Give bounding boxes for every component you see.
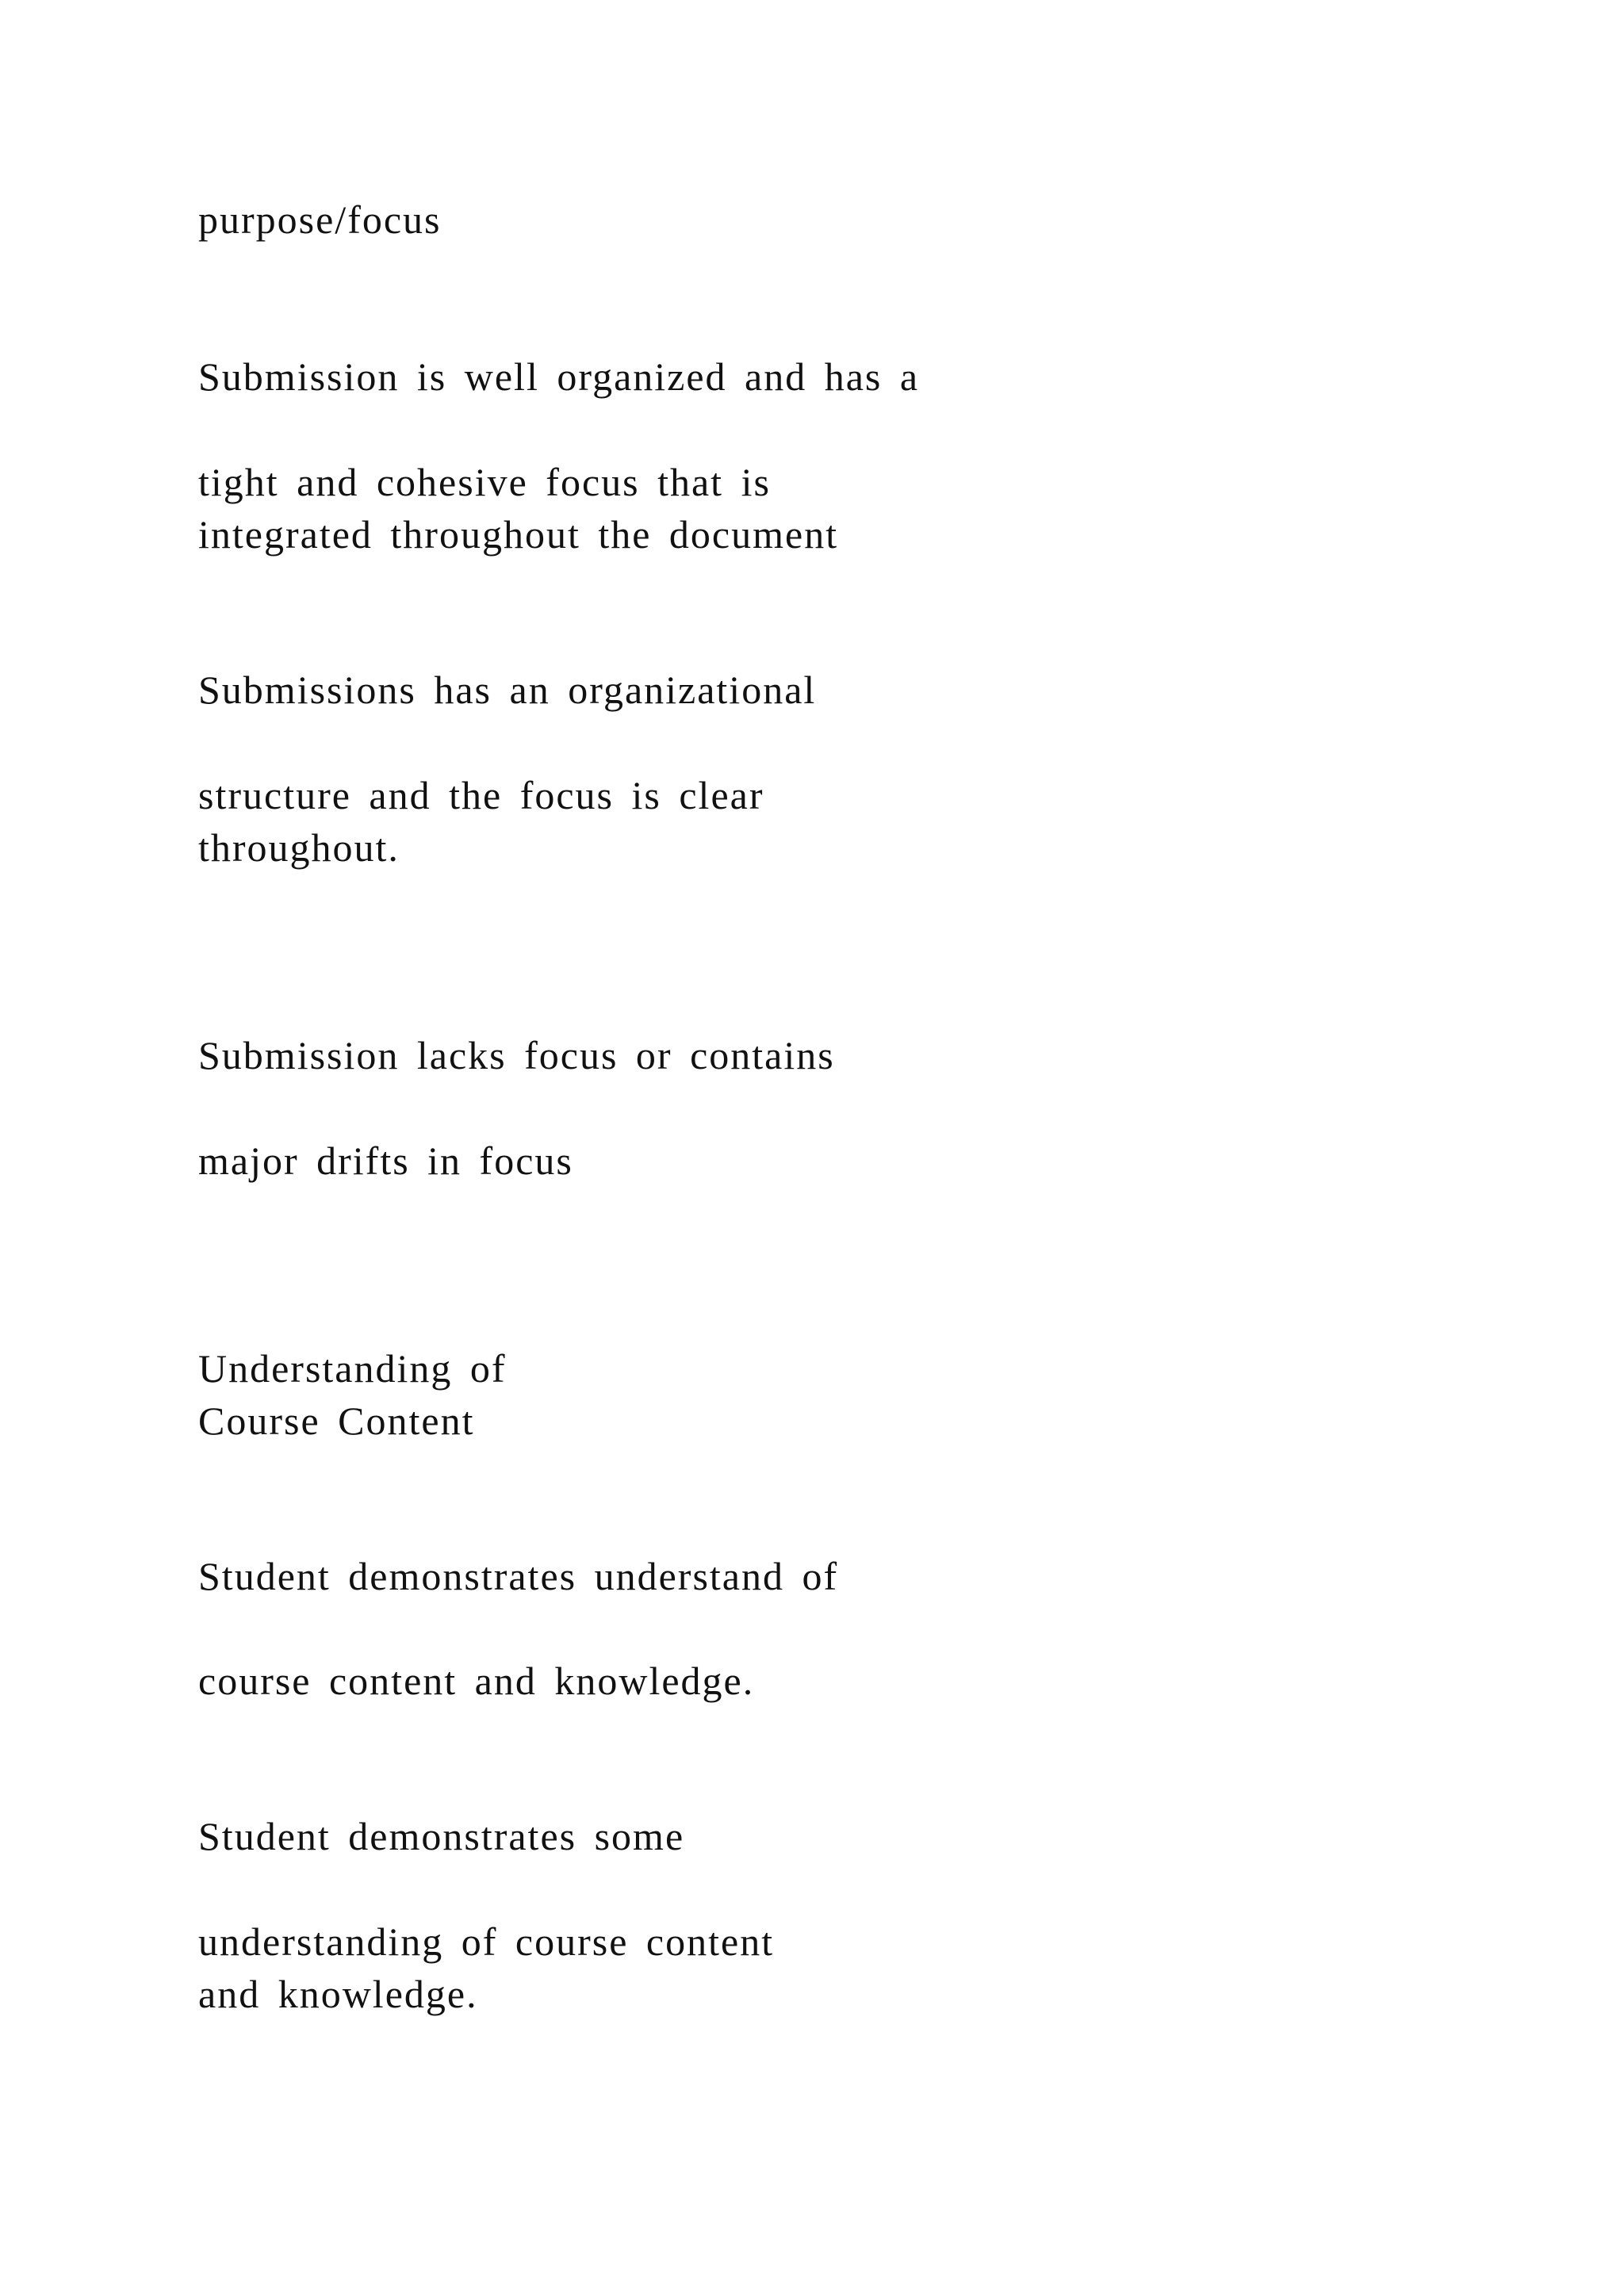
criterion-heading-course-content-line-2: Course Content [198, 1399, 475, 1443]
content-level-2-line-3: and knowledge. [198, 1972, 478, 2016]
purpose-level-1-line-3: integrated throughout the document [198, 512, 839, 557]
purpose-level-2-line-2: structure and the focus is clear [198, 773, 764, 817]
criterion-heading-purpose-focus: purpose/focus [198, 197, 442, 242]
content-level-2-line-1: Student demonstrates some [198, 1814, 685, 1858]
content-level-2-line-2: understanding of course content [198, 1919, 775, 1964]
purpose-level-3-line-1: Submission lacks focus or contains [198, 1033, 835, 1077]
purpose-level-3-line-2: major drifts in focus [198, 1138, 573, 1183]
purpose-level-2-line-1: Submissions has an organizational [198, 668, 817, 712]
content-level-1-line-1: Student demonstrates understand of [198, 1554, 839, 1598]
criterion-heading-course-content-line-1: Understanding of [198, 1346, 507, 1391]
purpose-level-1-line-2: tight and cohesive focus that is [198, 460, 771, 504]
purpose-level-2-line-3: throughout. [198, 825, 400, 870]
content-level-1-line-2: course content and knowledge. [198, 1659, 755, 1703]
purpose-level-1-line-1: Submission is well organized and has a [198, 354, 920, 399]
